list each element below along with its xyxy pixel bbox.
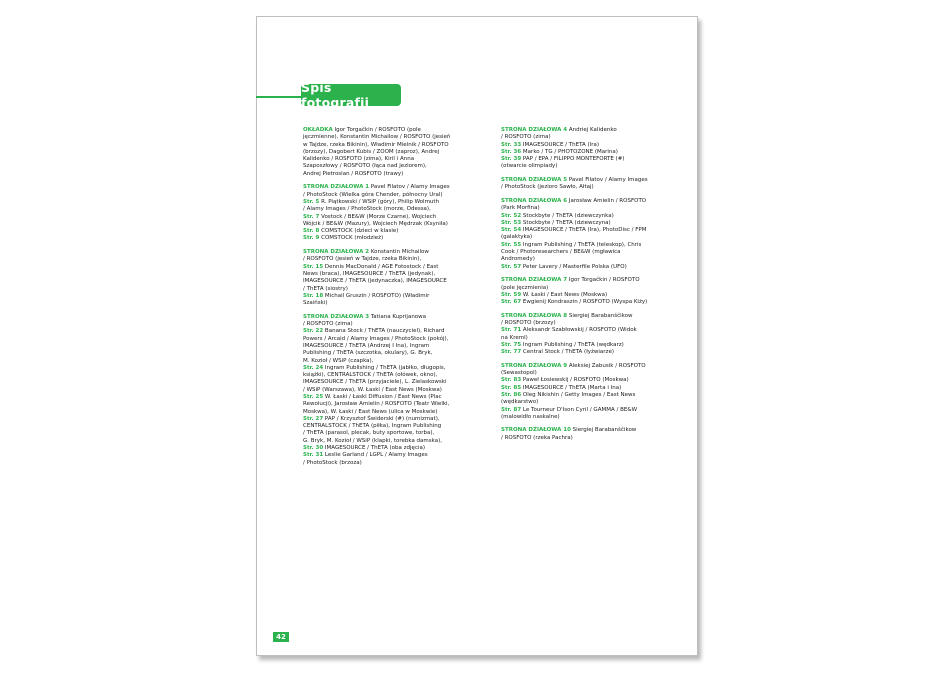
credit-heading: STRONA DZIAŁOWA 6 (501, 197, 568, 204)
credit-line (303, 163, 458, 170)
credit-heading: STRONA DZIAŁOWA 10 (501, 427, 571, 434)
credit-line (501, 335, 661, 342)
credit-text: Wójcik / BE&W (Mazury), Wojciech Mędrzak (Ksyniła) (303, 220, 448, 227)
credit-line (501, 363, 661, 370)
credit-text: Powers / Arcaid / Alamy Images / PhotoStock (pokój), (303, 335, 449, 342)
credit-text: IMAGESOURCE / ThETA (oba zdjęcia) (323, 445, 426, 452)
credit-line (303, 416, 458, 423)
credit-entry (501, 127, 661, 171)
credit-text: IMAGESOURCE / ThETA (Marta i Ina) (521, 384, 622, 391)
credit-text: IMAGESOURCE / ThETA (przyjaciele), L. Zielaskowski (303, 379, 447, 386)
credit-line (303, 271, 458, 278)
credit-text: / ThETA (siostry) (303, 285, 348, 292)
credit-text: W. Łaski / East News (Moskwa) (521, 291, 608, 298)
credit-text: Aleksiej Zabusik / ROSFOTO (567, 362, 646, 369)
credit-entry (303, 249, 458, 307)
credit-text: / PhotoStock (jezioro Sawło, Ałtaj) (501, 184, 594, 191)
credit-text: Szaiński) (303, 300, 328, 307)
credit-text: Andromedy) (501, 256, 535, 263)
credit-text: Igor Torgačkin / ROSFOTO (pole (332, 127, 421, 133)
credit-line (501, 435, 661, 442)
credit-line (303, 206, 458, 213)
credit-text: COMSTOCK (dzieci w klasie) (319, 228, 399, 235)
credit-heading: Str. 15 (303, 263, 324, 270)
credit-text: (galaktyka) (501, 234, 533, 241)
credit-heading: Str. 75 (501, 341, 522, 348)
credit-entry (501, 363, 661, 421)
credit-text: (Park Morfina) (501, 205, 540, 212)
credit-line (501, 264, 661, 271)
credit-text: Cook / Photoresearchers / BE&W (mgławica (501, 249, 621, 256)
credit-text: Paweł Łosiewskij / ROSFOTO (Moskwa) (521, 377, 629, 384)
credit-line (501, 320, 661, 327)
credit-heading: Str. 36 (501, 148, 522, 155)
credits-column-right (501, 127, 661, 448)
credit-line (501, 385, 661, 392)
credit-text: książki), CENTRALSTOCK / ThETA (ołówek, okno), (303, 372, 438, 379)
credit-text: Le Tourneur D'Ison Cyril / GAMMA / BE&W (521, 406, 638, 413)
credit-line (303, 394, 458, 401)
credit-line (501, 142, 661, 149)
credit-line (303, 350, 458, 357)
credit-line (303, 452, 458, 459)
credit-line (303, 445, 458, 452)
credit-text: Ingram Publishing / ThETA (jabłko, długopis, (323, 364, 446, 371)
credit-text: na Kreml) (501, 334, 528, 341)
credit-heading: Str. 30 (303, 445, 324, 452)
page-title: Spis fotografii (301, 80, 370, 110)
credit-line (303, 286, 458, 293)
credit-line (501, 177, 661, 184)
credit-text: (otwarcie olimpiady) (501, 163, 558, 170)
credit-text: / WSiP (Warszawa), W. Łaski / East News (Moskwa) (303, 386, 442, 393)
credit-line (501, 370, 661, 377)
credit-line (303, 430, 458, 437)
credit-line (501, 427, 661, 434)
credit-line (303, 423, 458, 430)
credit-line (501, 313, 661, 320)
credit-heading: Str. 7 (303, 213, 320, 220)
credit-text: Michail Gruszin / ROSFOTO) (Władimir (323, 292, 430, 299)
credit-heading: Str. 8 (303, 228, 320, 235)
credit-line (501, 349, 661, 356)
credit-text: IMAGESOURCE / ThETA (jedynaczka), IMAGESOURCE (303, 278, 447, 285)
credit-text: (Sewastopol) (501, 370, 537, 377)
credit-heading: STRONA DZIAŁOWA 9 (501, 362, 568, 369)
credit-line (501, 327, 661, 334)
credit-line (501, 242, 661, 249)
credit-entry (501, 277, 661, 306)
credit-line (303, 156, 458, 163)
credit-heading: Str. 9 (303, 235, 320, 242)
credit-text: Banana Stock / ThETA (nauczyciel), Richard (323, 328, 445, 335)
credit-text: G. Bryk, M. Kozioł / WSiP (klapki, torebka damska), (303, 437, 442, 444)
credit-text: Ingram Publishing / ThETA (teleskop), Chris (521, 241, 642, 248)
credit-heading: Str. 67 (501, 299, 522, 306)
credit-line (303, 199, 458, 206)
credits-column-left (303, 127, 458, 473)
credit-heading: Str. 59 (501, 291, 522, 298)
credit-heading: Str. 57 (501, 263, 522, 270)
credit-line (303, 142, 458, 149)
credit-line (303, 387, 458, 394)
credit-line (303, 379, 458, 386)
credit-text: / ROSFOTO (brzozy) (501, 320, 556, 327)
credit-line (501, 285, 661, 292)
credit-line (303, 336, 458, 343)
credit-line (501, 227, 661, 234)
credit-heading: STRONA DZIAŁOWA 5 (501, 177, 568, 184)
credit-line (501, 256, 661, 263)
credit-text: Siergiej Barabanščikow (567, 312, 633, 319)
credit-heading: Str. 39 (501, 156, 522, 163)
credit-heading: STRONA DZIAŁOWA 4 (501, 127, 568, 133)
credit-text: CENTRALSTOCK / ThETA (piłka), Ingram Publishing (303, 423, 442, 430)
credit-text: / ROSFOTO (jesień w Tajdze, rzeka Bikinin), (303, 256, 422, 263)
credit-line (303, 214, 458, 221)
credit-text: Igor Torgačkin / ROSFOTO (567, 277, 640, 284)
credit-line (303, 228, 458, 235)
credit-heading: Str. 55 (501, 241, 522, 248)
credit-heading: Str. 77 (501, 349, 522, 356)
credit-line (501, 292, 661, 299)
credit-text: / ROSFOTO (zima) (303, 321, 353, 328)
credit-line (303, 278, 458, 285)
credit-text: Aleksandr Szabłowskij / ROSFOTO (Widok (521, 327, 637, 334)
credit-heading: Str. 33 (501, 141, 522, 148)
credit-text: PAP / EPA / FILIPPO MONTEFORTE (#) (521, 156, 625, 163)
credit-line (303, 171, 458, 178)
credit-text: Pavel Filatov / Alamy Images (369, 184, 450, 191)
credit-text: Kalidenko / ROSFOTO (zima), Kiril i Anna (303, 156, 415, 163)
credit-line (501, 184, 661, 191)
credit-text: Ewgienij Kondraszin / ROSFOTO (Wyspa Kiży) (521, 299, 648, 306)
credit-text: Stockbyte / ThETA (dziewczynka) (521, 212, 614, 219)
credit-line (501, 342, 661, 349)
credit-text: / Alamy Images / PhotoStock (morze, Odessa), (303, 206, 431, 213)
credit-heading: Str. 85 (501, 384, 522, 391)
credit-text: Tatiana Kuprijanowa (369, 313, 427, 320)
credit-heading: Str. 25 (303, 393, 324, 400)
credit-entry (501, 313, 661, 357)
credit-text: (malowidło naskalne) (501, 413, 560, 420)
credit-line (501, 377, 661, 384)
credit-line (501, 234, 661, 241)
credit-text: IMAGESOURCE / ThETA (Andrzej I Ina), Ingram (303, 342, 430, 349)
credit-line (303, 149, 458, 156)
credit-text: Publishing / ThETA (szczotka, okulary), G. Bryk, (303, 350, 433, 357)
credit-entry (501, 198, 661, 271)
credit-heading: STRONA DZIAŁOWA 2 (303, 249, 370, 256)
credit-entry (303, 184, 458, 242)
credit-text: Marko / TG / PHOTOZONE (Marina) (521, 148, 618, 155)
credit-text: M. Kozioł / WSiP (czapka), (303, 357, 374, 364)
credit-line (501, 220, 661, 227)
credit-text: w Tajdze, rzeka Bikinin), Władimir Mielnik / ROSFOTO (303, 141, 449, 148)
credit-text: jęczmienne), Konstantin Michailow / ROSFOTO (jesień (303, 134, 451, 141)
credit-heading: OKŁADKA (303, 127, 333, 133)
credit-text: Andrej Pietrosian / ROSFOTO (trawy) (303, 170, 404, 177)
credit-line (303, 235, 458, 242)
credit-text: Vostock / BE&W (Morze Czarne), Wojciech (319, 213, 437, 220)
credit-text: COMSTOCK (młodzież) (319, 235, 384, 242)
credit-line (501, 205, 661, 212)
credit-text: Leslie Garland / LGPL / Alamy Images (323, 452, 428, 459)
credit-line (303, 221, 458, 228)
credit-text: / PhotoStock (Wielka góra Chender, północny Ural) (303, 191, 443, 198)
credit-text: Ingram Publishing / ThETA (wędkarz) (521, 341, 624, 348)
credit-text: / ThETA (parasol, plecak, buty sportowe, torba), (303, 430, 435, 437)
credit-line (303, 358, 458, 365)
credit-line (303, 300, 458, 307)
credit-line (501, 407, 661, 414)
credit-text: / PhotoStock (brzoza) (303, 459, 362, 466)
credit-text: News (braca), IMAGESOURCE / ThETA (jedynak), (303, 270, 436, 277)
credit-heading: Str. 5 (303, 198, 320, 205)
page-number: 42 (273, 632, 289, 642)
credit-heading: Str. 18 (303, 292, 324, 299)
credit-text: Peter Lavery / Masterfile Polska (UFO) (521, 263, 627, 270)
credit-text: IMAGESOURCE / ThETA (Ira), PhotoDisc / FPM (521, 227, 647, 234)
credit-line (501, 213, 661, 220)
credit-text: / ROSFOTO (zima) (501, 134, 551, 141)
credit-text: Andriej Kalidenko (567, 127, 617, 133)
credit-text: Rewolucji), Jarosław Amielin / ROSFOTO (Teatr Wielki, (303, 401, 450, 408)
credit-heading: Str. 22 (303, 328, 324, 335)
credit-heading: Str. 31 (303, 452, 324, 459)
credit-line (303, 460, 458, 467)
credit-line (501, 134, 661, 141)
credit-line (501, 299, 661, 306)
credit-heading: Str. 86 (501, 391, 522, 398)
credit-line (501, 399, 661, 406)
credit-text: Siergiej Barabanščikow (570, 427, 637, 434)
credit-heading: STRONA DZIAŁOWA 1 (303, 184, 370, 191)
credit-line (501, 249, 661, 256)
credit-entry (303, 127, 458, 178)
credit-heading: Str. 87 (501, 406, 522, 413)
credit-line (501, 392, 661, 399)
credit-heading: STRONA DZIAŁOWA 3 (303, 313, 370, 320)
credit-text: IMAGESOURCE / ThETA (Ira) (521, 141, 600, 148)
credit-text: (brzozy), Dagobert Kubis / ZOOM (zaproz), Andrej (303, 148, 440, 155)
credit-line (303, 321, 458, 328)
credit-text: R. Piątkowski / WSiP (góry), Philip Wolmuth (319, 198, 440, 205)
credit-line (501, 414, 661, 421)
credit-line (303, 184, 458, 191)
credit-line (303, 328, 458, 335)
credit-heading: Str. 53 (501, 219, 522, 226)
credit-entry (501, 177, 661, 192)
credit-heading: Str. 83 (501, 377, 522, 384)
credit-heading: STRONA DZIAŁOWA 7 (501, 277, 568, 284)
credit-text: Moskwa), W. Łaski / East News (ulica w Moskwie) (303, 408, 438, 415)
credit-line (501, 277, 661, 284)
credit-line (501, 198, 661, 205)
credit-text: Central Stock / ThETA (łyżwiarze) (521, 349, 614, 356)
credit-text: Jarosław Amielin / ROSFOTO (567, 197, 647, 204)
title-accent-line (256, 96, 306, 98)
title-banner (301, 80, 401, 110)
credit-line (303, 134, 458, 141)
credit-heading: Str. 27 (303, 415, 324, 422)
credit-text: Szaposzłowy / ROSFOTO (łąca nad jeziorem), (303, 163, 427, 170)
credit-text: W. Łaski / Łaski Diffusion / East News (Plac (323, 393, 442, 400)
credit-line (501, 156, 661, 163)
credit-line (303, 256, 458, 263)
credit-text: Oleg Nikishin / Getty Images / East News (521, 391, 636, 398)
credit-line (303, 365, 458, 372)
credit-text: Konstantin Michailow (369, 249, 429, 256)
credit-heading: Str. 71 (501, 327, 522, 334)
credit-heading: STRONA DZIAŁOWA 8 (501, 312, 568, 319)
credit-line (303, 372, 458, 379)
credit-line (501, 163, 661, 170)
credit-text: Dennis MacDonald / AGE Fotostock / East (323, 263, 439, 270)
credit-line (303, 314, 458, 321)
credit-text: (wędkarstwo) (501, 399, 539, 406)
credit-text: Stockbyte / ThETA (dziewczyna) (521, 219, 611, 226)
credit-line (303, 438, 458, 445)
credit-line (303, 192, 458, 199)
credit-heading: Str. 24 (303, 364, 324, 371)
credit-text: Pavel Filatov / Alamy Images (567, 177, 648, 184)
credit-line (303, 409, 458, 416)
credit-text: / ROSFOTO (rzeka Pachra) (501, 434, 573, 441)
credit-text: (pole jęczmienia) (501, 284, 549, 291)
credit-line (303, 401, 458, 408)
credit-line (303, 343, 458, 350)
credit-heading: Str. 52 (501, 212, 522, 219)
credit-entry (303, 314, 458, 467)
credit-heading: Str. 54 (501, 227, 522, 234)
credit-text: PAP / Krzysztof Świderski (#) (numizmat), (323, 415, 440, 422)
credit-entry (501, 427, 661, 442)
credit-line (303, 264, 458, 271)
credit-line (501, 127, 661, 134)
credit-line (501, 149, 661, 156)
